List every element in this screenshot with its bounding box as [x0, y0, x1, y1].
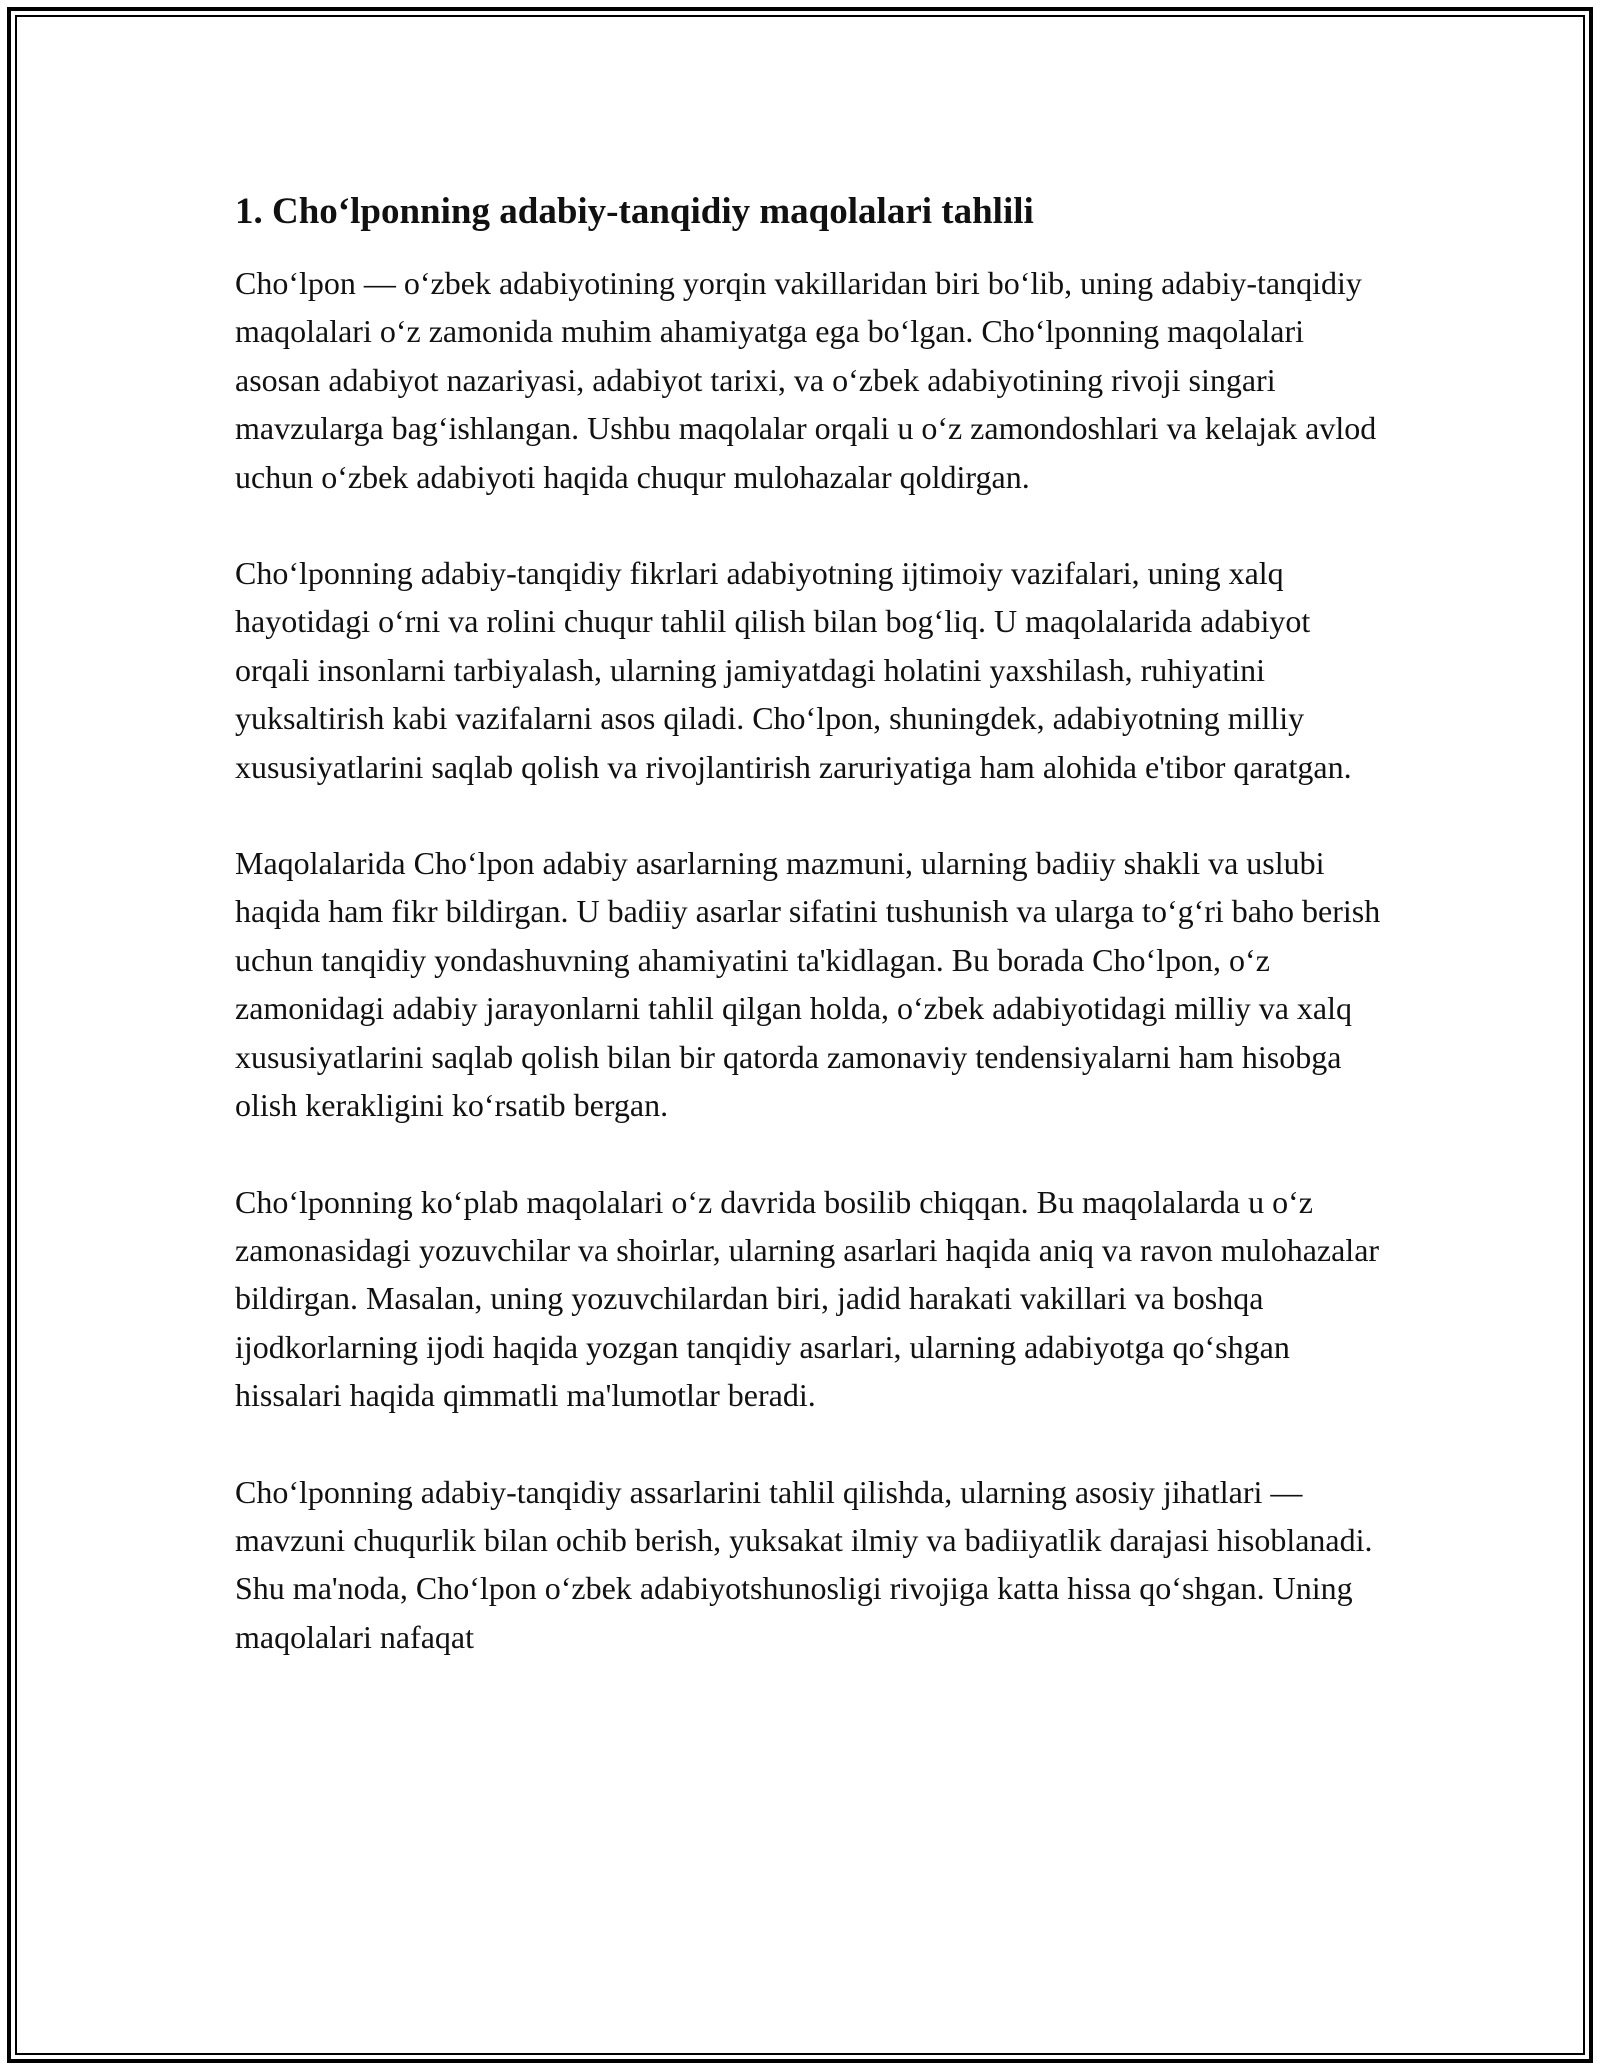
paragraph-3: Maqolalarida Cho‘lpon adabiy asarlarning mazmuni, ularning badiiy shakli va uslubi haqida ham fikr bildirgan. U badiiy asarlar sifatini tushunish va ularga to‘g‘ri baho berish uchun tanqidiy yondashuvning ahamiyatini ta'kidlagan. Bu borada Cho‘lpon, o‘z zamonidagi adabiy jarayonlarni tahlil qilgan holda, o‘zbek adabiyotidagi milliy va xalq xususiyatlarini saqlab qolish bilan bir qatorda zamonaviy tendensiyalarni ham hisobga olish kerakligini ko‘rsatib bergan.: [235, 845, 1381, 1124]
paragraph-1: Cho‘lpon — o‘zbek adabiyotining yorqin vakillaridan biri bo‘lib, uning adabiy-tanqidiy maqolalari o‘z zamonida muhim ahamiyatga ega bo‘lgan. Cho‘lponning maqolalari asosan adabiyot nazariyasi, adabiyot tarixi, va o‘zbek adabiyotining rivoji singari mavzularga bag‘ishlangan. Ushbu maqolalar orqali u o‘z zamondoshlari va kelajak avlod uchun o‘zbek adabiyoti haqida chuqur mulohazalar qoldirgan.: [235, 265, 1377, 495]
section-heading: 1. Cho‘lponning adabiy-tanqidiy maqolalari tahlili: [235, 191, 1034, 232]
paragraph-5: Cho‘lponning adabiy-tanqidiy assarlarini tahlil qilishda, ularning asosiy jihatlari — mavzuni chuqurlik bilan ochib berish, yuksakat ilmiy va badiiyatlik darajasi hisoblanadi. Shu ma'noda, Cho‘lpon o‘zbek adabiyotshunosligi rivojiga katta hissa qo‘shgan. Uning maqolalari nafaqat: [235, 1473, 1373, 1655]
document-body: [235, 188, 1385, 1661]
paragraph-4: Cho‘lponning ko‘plab maqolalari o‘z davrida bosilib chiqqan. Bu maqolalarda u o‘z zamonasidagi yozuvchilar va shoirlar, ularning asarlari haqida aniq va ravon mulohazalar bildirgan. Masalan, uning yozuvchilardan biri, jadid harakati vakillari va boshqa ijodkorlarning ijodi haqida yozgan tanqidiy asarlari, ularning adabiyotga qo‘shgan hissalari haqida qimmatli ma'lumotlar beradi.: [235, 1183, 1380, 1414]
paragraph-2: Cho‘lponning adabiy-tanqidiy fikrlari adabiyotning ijtimoiy vazifalari, uning xalq hayotidagi o‘rni va rolini chuqur tahlil qilish bilan bog‘liq. U maqolalarida adabiyot orqali insonlarni tarbiyalash, ularning jamiyatdagi holatini yaxshilash, ruhiyatini yuksaltirish kabi vazifalarni asos qiladi. Cho‘lpon, shuningdek, adabiyotning milliy xususiyatlarini saqlab qolish va rivojlantirish zaruriyatiga ham alohida e'tibor qaratgan.: [235, 555, 1352, 785]
